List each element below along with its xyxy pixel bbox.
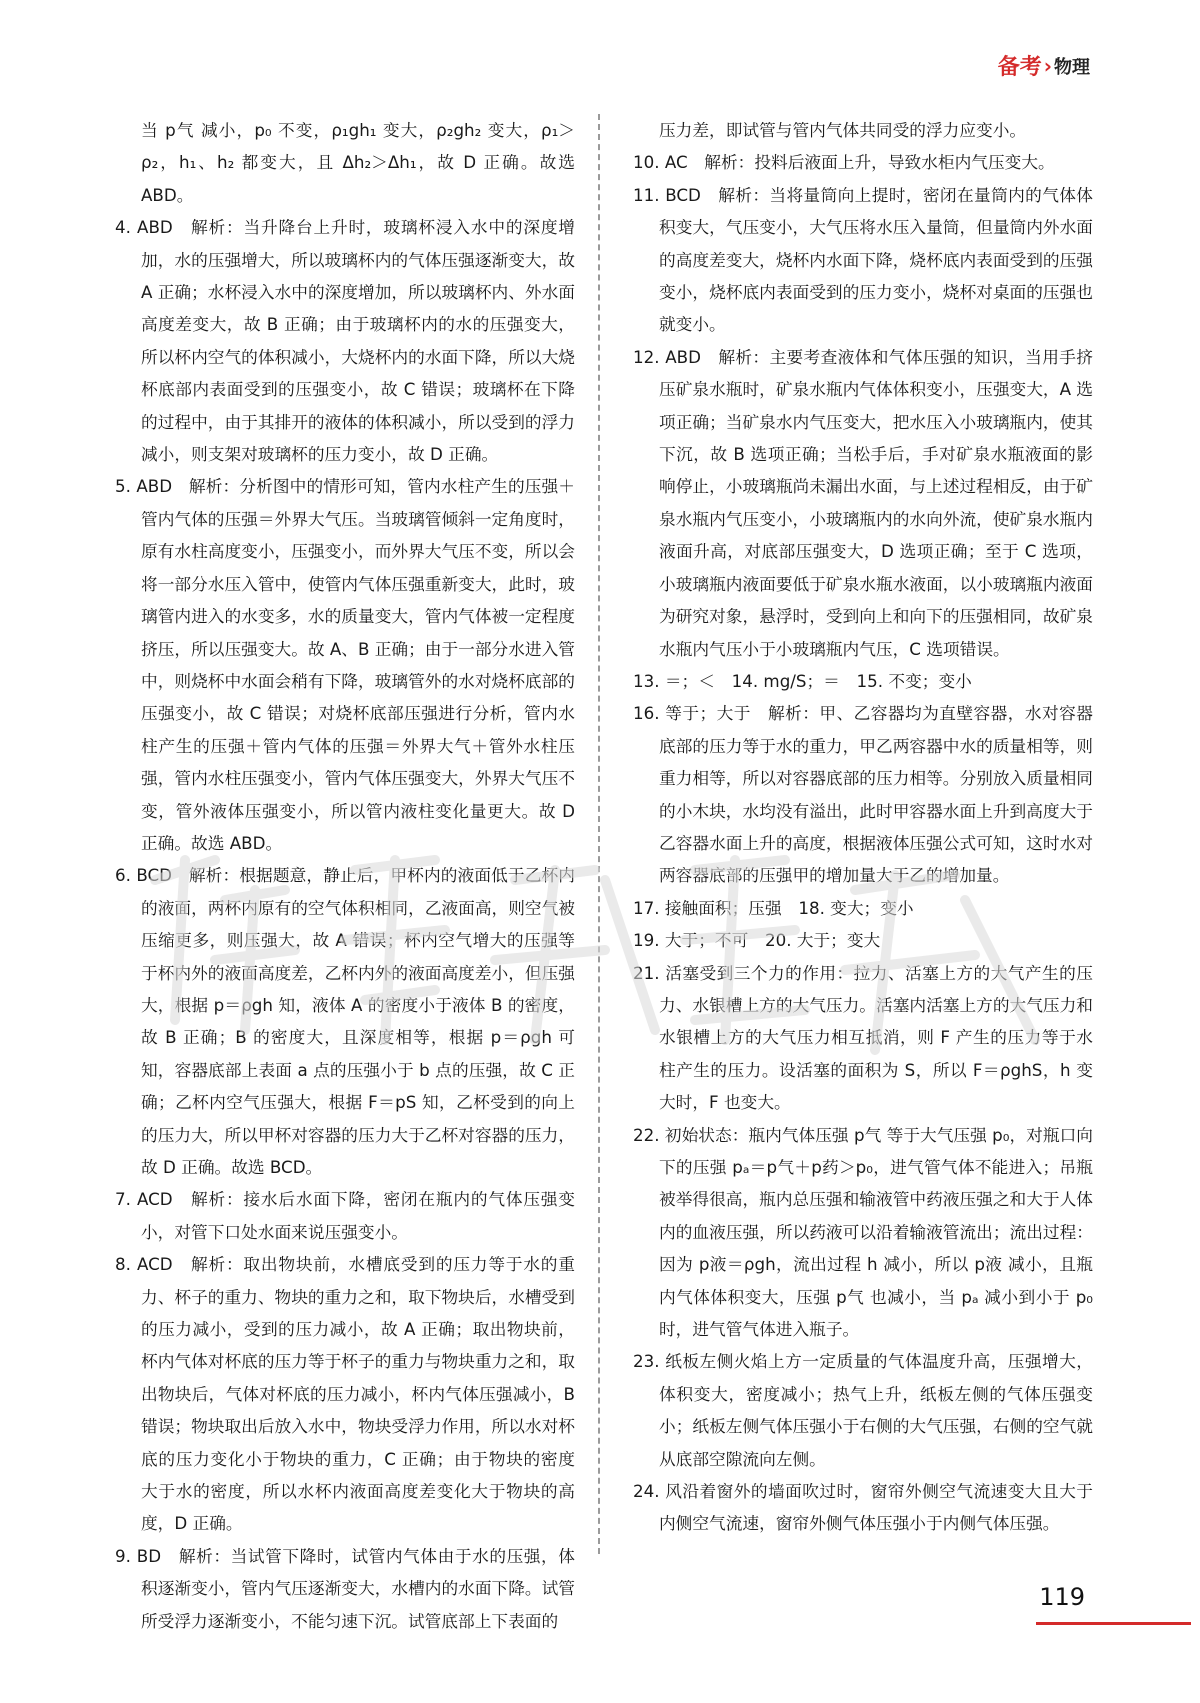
answer-text: 21. 活塞受到三个力的作用：拉力、活塞上方的大气产生的压力、水银槽上方的大气压力。活塞内活塞上方的大气压力和水银槽上方的大气压力相互抵消，则 F 产生的压力等于水柱产生的压力。设活塞的面积为 S，所以 F＝ρghS，h 变大时，F 也变大。 <box>633 962 1093 1113</box>
answer-text: 10. AC 解析：投料后液面上升，导致水柜内气压变大。 <box>633 152 1055 173</box>
answer-entry <box>633 1475 1093 1540</box>
answer-text: 压力差，即试管与管内气体共同受的浮力应变小。 <box>659 120 1027 140</box>
answer-entry <box>115 1183 575 1248</box>
answer-text: 19. 大于；不可 20. 大于；变大 <box>633 930 881 951</box>
answer-entry <box>115 114 575 211</box>
answer-entry <box>115 1540 575 1637</box>
header-subject: 物理 <box>1054 56 1090 78</box>
answer-entry <box>633 146 1093 178</box>
answer-text: 当 p气 减小，p₀ 不变，ρ₁gh₁ 变大，ρ₂gh₂ 变大，ρ₁＞ρ₂，h₁、h₂ 都变大，且 Δh₂＞Δh₁，故 D 正确。故选 ABD。 <box>141 120 575 205</box>
answer-text: 4. ABD 解析：当升降台上升时，玻璃杯浸入水中的深度增加，水的压强增大，所以玻璃杯内的气体压强逐渐变大，故 A 正确；水杯浸入水中的深度增加，所以玻璃杯内、外水面高度差变大，故 B 正确；由于玻璃杯内的水的压强变大，所以杯内空气的体积减小，大烧杯内的水面下降，所以大烧杯底部内表面受到的压强变小，故 C 错误；玻璃杯在下降的过程中，由于其排开的液体的体积减小，所以受到的浮力减小，则支架对玻璃杯的压力变小，故 D 正确。 <box>115 217 575 465</box>
header-brand: 备考 <box>997 55 1042 80</box>
answer-text: 5. ABD 解析：分析图中的情形可知，管内水柱产生的压强＋管内气体的压强＝外界大气压。当玻璃管倾斜一定角度时，原有水柱高度变小，压强变小，而外界大气压不变，所以会将一部分水压入管中，使管内气体压强重新变大，此时，玻璃管内进入的水变多，水的质量变大，管内气体被一定程度挤压，所以压强变大。故 A、B 正确；由于一部分水进入管中，则烧杯中水面会稍有下降，玻璃管外的水对烧杯底部的压强变小，故 C 错误；对烧杯底部压强进行分析，管内水柱产生的压强＋管内气体的压强＝外界大气＋管外水柱压强，管内水柱压强变小，管内气体压强变大，外界大气压不变，管外液体压强变小，所以管内液柱变化量更大。故 D 正确。故选 ABD。 <box>115 476 575 853</box>
chevron-right-icon: › <box>1043 53 1052 78</box>
answer-entry <box>115 470 575 859</box>
answer-text: 12. ABD 解析：主要考查液体和气体压强的知识，当用手挤压矿泉水瓶时，矿泉水瓶内气体体积变小，压强变大，A 选项正确；当矿泉水内气压变大，把水压入小玻璃瓶内，使其下沉，故 B 选项正确；当松手后，手对矿泉水瓶液面的影响停止，小玻璃瓶尚未漏出水面，与上述过程相反，由于矿泉水瓶内气压变小，小玻璃瓶内的水向外流，使矿泉水瓶内液面升高，对底部压强变大，D 选项正确；至于 C 选项，小玻璃瓶内液面要低于矿泉水瓶水液面，以小玻璃瓶内液面为研究对象，悬浮时，受到向上和向下的压强相同，故矿泉水瓶内气压小于小玻璃瓶内气压，C 选项错误。 <box>633 346 1093 659</box>
answer-entry <box>633 114 1093 146</box>
page-number-rule <box>1036 1622 1191 1625</box>
answer-text: 9. BD 解析：当试管下降时，试管内气体由于水的压强，体积逐渐变小，管内气压逐渐变大，水槽内的水面下降。试管所受浮力逐渐变小，不能匀速下沉。试管底部上下表面的 <box>115 1545 575 1631</box>
answer-entry <box>115 211 575 470</box>
answer-text: 24. 风沿着窗外的墙面吹过时，窗帘外侧空气流速变大且大于内侧空气流速，窗帘外侧气体压强小于内侧气体压强。 <box>633 1481 1093 1534</box>
answer-text: 11. BCD 解析：当将量筒向上提时，密闭在量筒内的气体体积变大，气压变小，大气压将水压入量筒，但量筒内外水面的高度差变大，烧杯内水面下降，烧杯底内表面受到的压强变小，烧杯底内表面受到的压力变小，烧杯对桌面的压强也就变小。 <box>633 184 1093 335</box>
answer-entry <box>633 665 1093 697</box>
answer-text: 8. ACD 解析：取出物块前，水槽底受到的压力等于水的重力、杯子的重力、物块的重力之和，取下物块后，水槽受到的压力减小，受到的压力减小，故 A 正确；取出物块前，杯内气体对杯底的压力等于杯子的重力与物块重力之和，取出物块后，气体对杯底的压力减小，杯内气体压强减小，B 错误；物块取出后放入水中，物块受浮力作用，所以水对杯底的压力变化小于物块的重力，C 正确；由于物块的密度大于水的密度，所以水杯内液面高度差变化大于物块的高度，D 正确。 <box>115 1254 575 1534</box>
answer-text: 13. ＝；＜ 14. mg/S；＝ 15. 不变；变小 <box>633 670 972 691</box>
left-column <box>115 114 575 1637</box>
answer-text: 22. 初始状态：瓶内气体压强 p气 等于大气压强 p₀，对瓶口向下的压强 pₐ＝p气＋p药＞p₀，进气管气体不能进入；吊瓶被举得很高，瓶内总压强和输液管中药液压强之和大于人体内的血液压强，所以药液可以沿着输液管流出；流出过程：因为 p液＝ρgh，流出过程 h 减小，所以 p液 减小，且瓶内气体体积变大，压强 p气 也减小，当 pₐ 减小到小于 p₀ 时，进气管气体进入瓶子。 <box>633 1124 1093 1340</box>
answer-entry <box>633 1119 1093 1346</box>
answer-entry <box>633 341 1093 665</box>
answer-text: 23. 纸板左侧火焰上方一定质量的气体温度升高，压强增大，体积变大，密度减小；热气上升，纸板左侧的气体压强变小；纸板左侧气体压强小于右侧的大气压强，右侧的空气就从底部空隙流向左侧。 <box>633 1351 1093 1469</box>
answer-entry <box>633 179 1093 341</box>
answer-entry <box>115 859 575 1183</box>
column-divider <box>598 114 600 1554</box>
answer-text: 17. 接触面积；压强 18. 变大；变小 <box>633 897 914 918</box>
page-number: 119 <box>1039 1583 1085 1611</box>
answer-entry <box>115 1248 575 1540</box>
right-column <box>633 114 1093 1540</box>
answer-text: 6. BCD 解析：根据题意，静止后，甲杯内的液面低于乙杯内的液面，两杯内原有的空气体积相同，乙液面高，则空气被压缩更多，则压强大，故 A 错误；杯内空气增大的压强等于杯内外的液面高度差，乙杯内外的液面高度差小，但压强大，根据 p＝ρgh 知，液体 A 的密度小于液体 B 的密度，故 B 正确；B 的密度大，且深度相等，根据 p＝ρgh 可知，容器底部上表面 a 点的压强小于 b 点的压强，故 C 正确；乙杯内空气压强大，根据 F＝pS 知，乙杯受到的向上的压力大，所以甲杯对容器的压力大于乙杯对容器的压力，故 D 正确。故选 BCD。 <box>115 865 575 1177</box>
page-header <box>998 50 1090 81</box>
answer-entry <box>633 957 1093 1119</box>
answer-entry <box>633 924 1093 956</box>
answer-entry <box>633 892 1093 924</box>
answer-entry <box>633 697 1093 891</box>
answer-entry <box>633 1345 1093 1475</box>
answer-text: 7. ACD 解析：接水后水面下降，密闭在瓶内的气体压强变小，对管下口处水面来说压强变小。 <box>115 1189 575 1242</box>
answer-text: 16. 等于；大于 解析：甲、乙容器均为直壁容器，水对容器底部的压力等于水的重力，甲乙两容器中水的质量相等，则重力相等，所以对容器底部的压力相等。分别放入质量相同的小木块，水均没有溢出，此时甲容器水面上升到高度大于乙容器水面上升的高度，根据液体压强公式可知，这时水对两容器底部的压强甲的增加量大于乙的增加量。 <box>633 703 1093 886</box>
